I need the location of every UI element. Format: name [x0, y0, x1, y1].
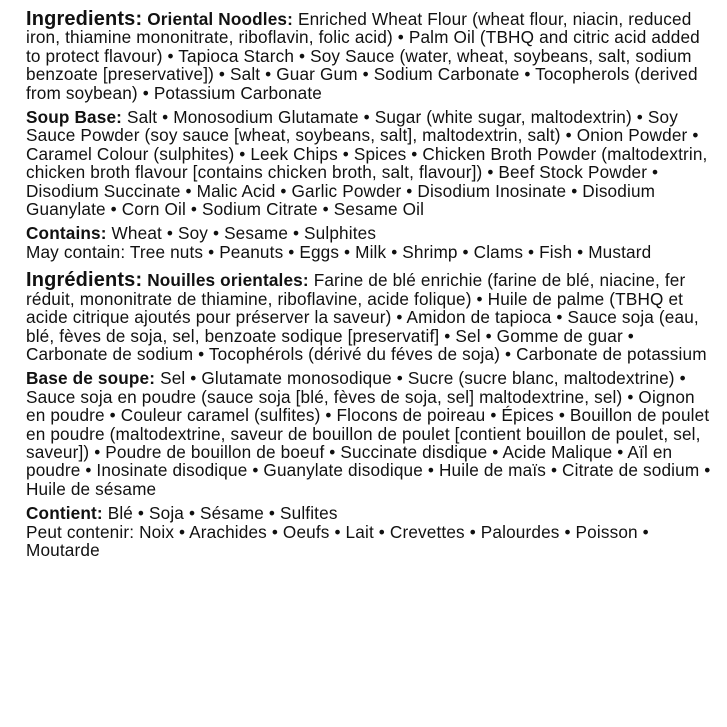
- french-soup-base-paragraph: [26, 369, 713, 498]
- english-ingredients-paragraph: [26, 10, 713, 102]
- english-soup-base-text: Salt • Monosodium Glutamate • Sugar (white sugar, maltodextrin) • Soy Sauce Powder (soy sauce [wheat, soybeans, salt], maltodextrin, salt) • Onion Powder • Caramel Colour (sulphites) • Leek Chips • Spices • Chicken Broth Powder (maltodextrin, chicken broth flavour [contains chicken broth, salt, flavour]) • Beef Stock Powder • Disodium Succinate • Malic Acid • Garlic Powder • Disodium Inosinate • Disodium Guanylate • Corn Oil • Sodium Citrate • Sesame Oil: [26, 107, 708, 220]
- french-may-contain-paragraph: [26, 523, 713, 560]
- french-contains-heading: Contient:: [26, 503, 103, 524]
- english-may-contain-paragraph: [26, 243, 713, 261]
- english-contains-paragraph: [26, 224, 713, 242]
- english-soup-base-heading: Soup Base:: [26, 107, 123, 128]
- french-contains-paragraph: [26, 504, 713, 522]
- english-may-contain-text: May contain: Tree nuts • Peanuts • Eggs • Milk • Shrimp • Clams • Fish • Mustard: [26, 241, 652, 262]
- french-soup-base-text: Sel • Glutamate monosodique • Sucre (sucre blanc, maltodextrine) • Sauce soja en poudre (sauce soja [blé, fèves de soja, sel] maltodextrine, sel) • Oignon en poudre • Couleur caramel (sulfites) • Flocons de poireau • Épices • Bouillon de poulet en poudre (maltodextrine, saveur de bouillon de poulet [contient bouillon de poulet, sel, saveur]) • Poudre de bouillon de boeuf • Succinate disdique • Acide Malique • Aïl en poudre • Inosinate disodique • Guanylate disodique • Huile de maïs • Citrate de sodium • Huile de sésame: [26, 368, 711, 499]
- english-soup-base-paragraph: [26, 108, 713, 218]
- french-noodles-heading: Nouilles orientales:: [147, 270, 309, 291]
- french-soup-base-heading: Base de soupe:: [26, 368, 156, 389]
- french-noodles-text: Farine de blé enrichie (farine de blé, niacine, fer réduit, mononitrate de thiamine, riboflavine, acide folique) • Huile de palme (TBHQ et acide citrique ajoutés pour préserver la saveur) • Amidon de tapioca • Sauce soja (eau, blé, fèves de soja, sel, benzoate sodique [preservatif] • Sel • Gomme de guar • Carbonate de sodium • Tocophérols (dérivé du féves de soja) • Carbonate de potassium: [26, 270, 707, 364]
- english-ingredients-heading: Ingredients:: [26, 8, 143, 30]
- english-contains-heading: Contains:: [26, 223, 107, 244]
- french-ingredients-paragraph: [26, 271, 713, 363]
- french-contains-text: Blé • Soja • Sésame • Sulfites: [107, 503, 338, 524]
- english-contains-text: Wheat • Soy • Sesame • Sulphites: [111, 223, 377, 244]
- french-may-contain-text: Peut contenir: Noix • Arachides • Oeufs • Lait • Crevettes • Palourdes • Poisson • Moutarde: [26, 521, 649, 560]
- french-ingredients-heading: Ingrédients:: [26, 269, 143, 292]
- english-noodles-heading: Oriental Noodles:: [147, 9, 294, 29]
- english-noodles-text: Enriched Wheat Flour (wheat flour, niacin, reduced iron, thiamine mononitrate, riboflavin, folic acid) • Palm Oil (TBHQ and citric acid added to protect flavour) • Tapioca Starch • Soy Sauce (water, wheat, soybeans, salt, sodium benzoate [preservative]) • Salt • Guar Gum • Sodium Carbonate • Tocopherols (derived from soybean) • Potassium Carbonate: [26, 9, 700, 103]
